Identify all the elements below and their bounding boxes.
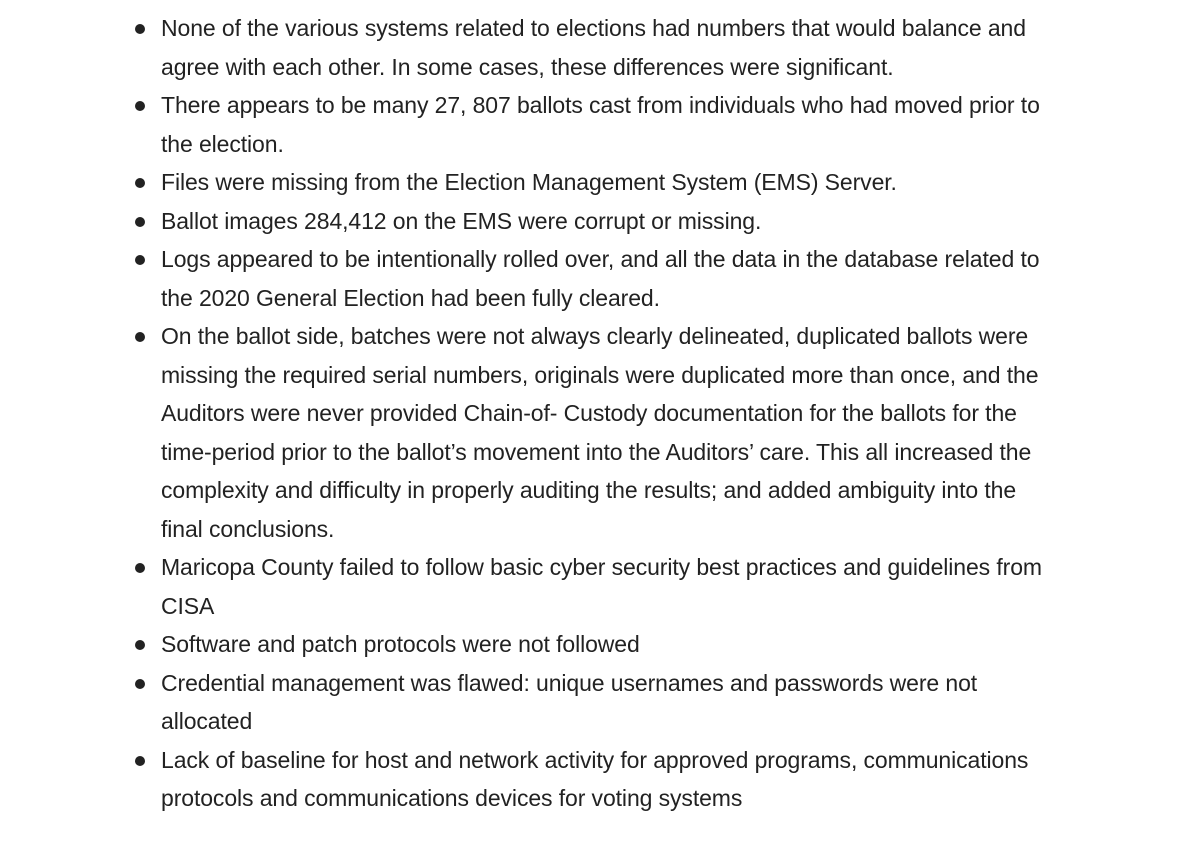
bullet-text: Credential management was flawed: unique usernames and passwords were not allocated [161, 669, 978, 734]
bullet-item [0, 548, 1200, 625]
bullet-text: Ballot images 284,412 on the EMS were corrupt or missing. [161, 207, 762, 234]
bullet-text: Files were missing from the Election Management System (EMS) Server. [161, 169, 897, 195]
bullet-dot-icon [135, 640, 145, 650]
bullet-text: There appears to be many 27, 807 ballots cast from individuals who had moved prior to the election. [161, 92, 1040, 157]
bullet-dot-icon [135, 217, 145, 227]
bullet-item [0, 240, 1200, 317]
bullet-item [0, 163, 1200, 202]
bullet-text: Maricopa County failed to follow basic cyber security best practices and guidelines from CISA [161, 554, 1042, 619]
bullet-dot-icon [135, 563, 145, 573]
bullet-item [0, 741, 1200, 818]
bullet-dot-icon [135, 255, 145, 265]
bullet-dot-icon [135, 101, 145, 111]
bullet-text: Software and patch protocols were not followed [161, 631, 640, 657]
bullet-item [0, 86, 1200, 163]
bullet-text: On the ballot side, batches were not always clearly delineated, duplicated ballots were missing the required serial numbers, originals were duplicated more than once, and the Auditors were never provided Chain-of- Custody documentation for the ballots for the time-period prior to the ballot’s movement into the Auditors’ care. This all increased the complexity and difficulty in properly auditing the results; and added ambiguity into the final conclusions. [161, 323, 1039, 542]
bullet-text: None of the various systems related to elections had numbers that would balance and agree with each other. In some cases, these differences were significant. [161, 15, 1026, 80]
bullet-item [0, 9, 1200, 86]
bullet-dot-icon [135, 756, 145, 766]
bullet-dot-icon [135, 679, 145, 689]
bullet-item [0, 202, 1200, 241]
bullet-dot-icon [135, 178, 145, 188]
bullet-dot-icon [135, 332, 145, 342]
bullet-text: Lack of baseline for host and network activity for approved programs, communications protocols and communications devices for voting systems [161, 746, 1029, 811]
findings-bullet-list [0, 9, 1200, 818]
bullet-item [0, 664, 1200, 741]
bullet-item [0, 317, 1200, 548]
bullet-dot-icon [135, 24, 145, 34]
bullet-item [0, 625, 1200, 664]
bullet-text: Logs appeared to be intentionally rolled over, and all the data in the database related to the 2020 General Election had been fully cleared. [161, 246, 1040, 311]
